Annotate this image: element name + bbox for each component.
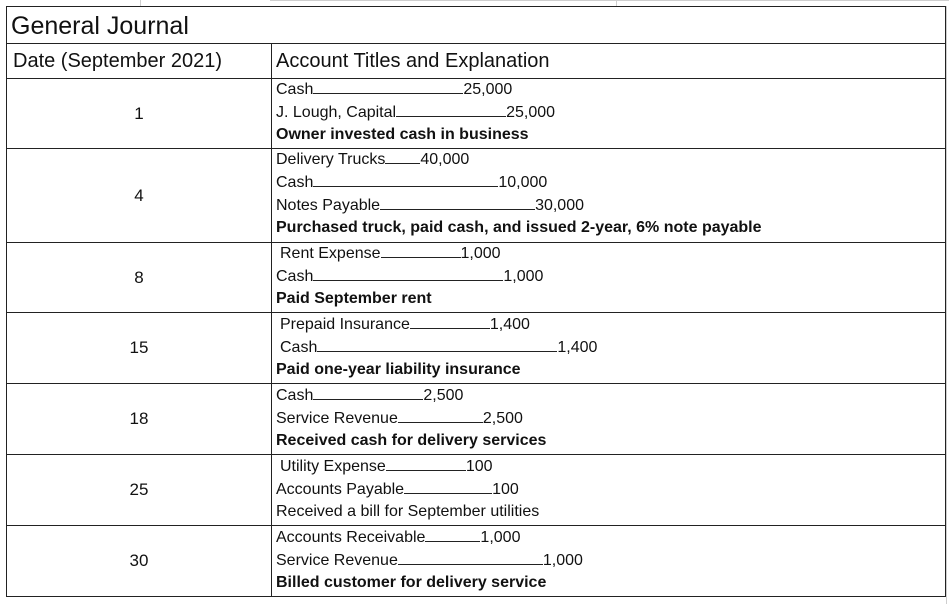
journal-entry-row (6, 78, 946, 148)
entry-line (276, 102, 555, 123)
account-title: Cash (276, 387, 314, 404)
amount: 1,000 (542, 552, 583, 569)
entry-underline (410, 314, 490, 329)
entry-line (280, 243, 501, 264)
entry-date-cell[interactable]: 30 (129, 551, 149, 570)
header-account[interactable]: Account Titles and Explanation (276, 50, 550, 72)
table-bottom-border (6, 596, 946, 597)
entry-line (276, 79, 512, 100)
column-divider (271, 455, 272, 526)
journal-entry-row (6, 148, 946, 242)
entry-explanation: Received a bill for September utilities (276, 503, 540, 520)
journal-entry-row (6, 525, 946, 596)
entry-date-cell[interactable]: 4 (134, 185, 144, 205)
amount: 1,000 (480, 529, 521, 546)
account-title: Prepaid Insurance (280, 316, 410, 333)
amount: 2,500 (482, 410, 523, 427)
entry-underline (386, 456, 466, 471)
entry-explanation: Billed customer for delivery service (276, 574, 547, 591)
account-title: Accounts Receivable (276, 529, 426, 546)
entry-underline (398, 408, 483, 423)
entry-underline (404, 479, 492, 494)
entry-line (276, 550, 583, 571)
entry-underline (313, 266, 503, 281)
entry-line (276, 195, 584, 216)
entry-line (276, 266, 543, 287)
amount: 1,000 (460, 245, 501, 262)
journal-sheet (6, 6, 946, 604)
account-title: Service Revenue (276, 552, 398, 569)
right-gutter (946, 6, 947, 604)
entry-underline (425, 527, 480, 542)
column-divider (271, 313, 272, 384)
amount: 2,500 (423, 387, 464, 404)
journal-entry-row (6, 454, 946, 525)
entry-explanation: Paid one-year liability insurance (276, 361, 521, 378)
account-title: Cash (276, 81, 314, 98)
account-title: Accounts Payable (276, 481, 405, 498)
column-divider (271, 44, 272, 79)
account-title: Utility Expense (280, 458, 386, 475)
entry-underline (385, 149, 420, 164)
journal-entry-row (6, 312, 946, 383)
entry-line (276, 479, 519, 500)
column-divider (271, 526, 272, 597)
column-divider (271, 79, 272, 149)
amount: 1,400 (557, 339, 598, 356)
amount: 100 (492, 481, 519, 498)
amount: 10,000 (498, 174, 548, 191)
entry-line (280, 456, 493, 477)
account-title: Delivery Trucks (276, 151, 386, 168)
account-title: J. Lough, Capital (276, 104, 397, 121)
header-date[interactable]: Date (September 2021) (13, 50, 223, 72)
entry-line (276, 408, 523, 429)
entry-explanation: Received cash for delivery services (276, 432, 547, 449)
amount: 1,000 (503, 268, 544, 285)
journal-entry-row (6, 383, 946, 454)
amount: 30,000 (535, 197, 584, 214)
amount: 100 (465, 458, 493, 475)
entry-underline (313, 172, 498, 187)
account-title: Cash (276, 174, 314, 191)
entry-date-cell[interactable]: 15 (129, 338, 149, 357)
entry-date-cell[interactable]: 8 (134, 267, 144, 287)
entry-date-cell[interactable]: 18 (129, 409, 149, 428)
column-divider (271, 149, 272, 243)
amount: 25,000 (463, 81, 513, 98)
entry-underline (313, 79, 463, 94)
account-title: Service Revenue (276, 410, 398, 427)
amount: 25,000 (506, 104, 556, 121)
entry-explanation: Purchased truck, paid cash, and issued 2-year, 6% note payable (276, 219, 762, 236)
entry-line (276, 172, 547, 193)
journal-title: General Journal (11, 12, 189, 40)
entry-date-cell[interactable]: 25 (129, 480, 149, 499)
entry-underline (317, 337, 557, 352)
entry-explanation: Owner invested cash in business (276, 126, 529, 143)
title-cell[interactable] (6, 6, 946, 43)
amount: 40,000 (420, 151, 470, 168)
header-row (6, 43, 946, 78)
entry-line (280, 314, 530, 335)
account-title: Rent Expense (280, 245, 381, 262)
entry-line (276, 527, 520, 548)
top-rule (270, 0, 949, 1)
entry-line (276, 385, 463, 406)
entry-underline (381, 243, 461, 258)
entry-date-cell[interactable]: 1 (134, 103, 144, 123)
column-divider (271, 243, 272, 313)
entry-underline (380, 195, 535, 210)
entry-line (276, 149, 469, 170)
entry-line (280, 337, 597, 358)
entry-underline (313, 385, 423, 400)
account-title: Notes Payable (276, 197, 381, 214)
column-divider (271, 384, 272, 455)
account-title: Cash (280, 339, 318, 356)
entry-underline (396, 102, 506, 117)
amount: 1,400 (489, 316, 530, 333)
journal-entry-row (6, 242, 946, 312)
entry-underline (398, 550, 543, 565)
account-title: Cash (276, 268, 314, 285)
entry-explanation: Paid September rent (276, 290, 432, 307)
